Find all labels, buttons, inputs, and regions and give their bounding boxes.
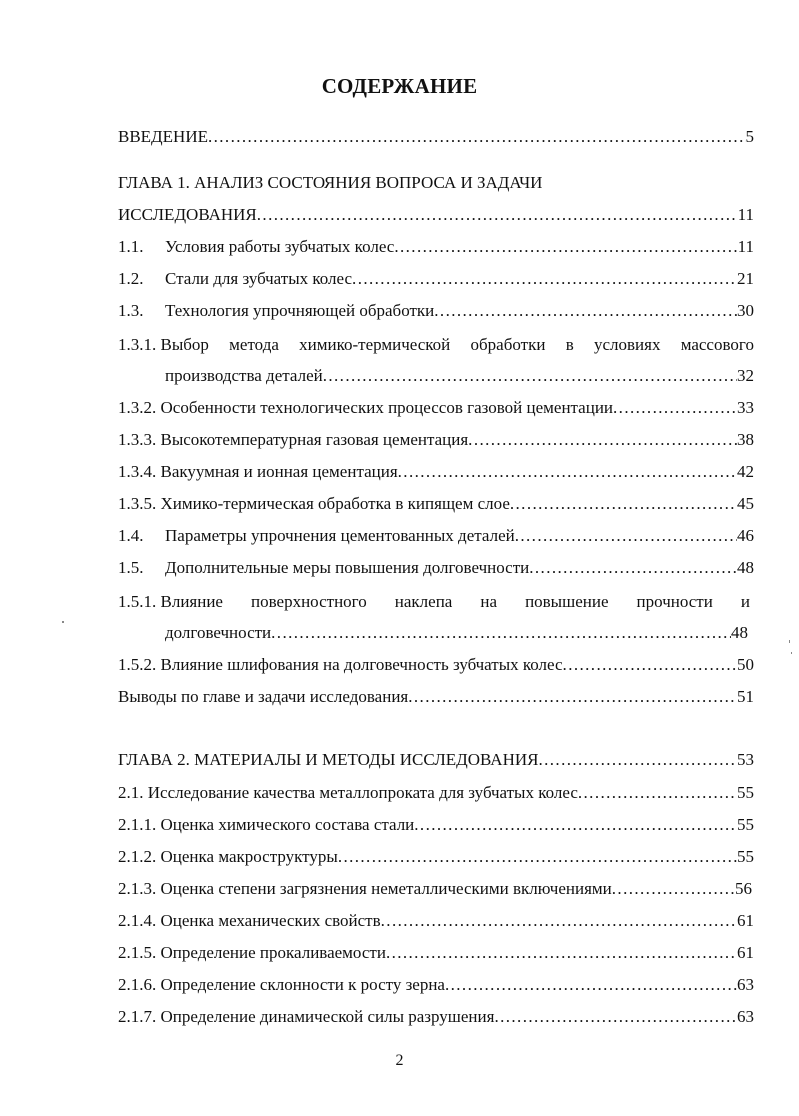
toc-label: Дополнительные меры повышения долговечности — [165, 558, 530, 577]
toc-label: Стали для зубчатых колес — [165, 269, 353, 288]
toc-entry-1-3-4[interactable] — [118, 462, 754, 488]
dot-leader — [208, 127, 746, 147]
toc-entry-1-5-1-line1[interactable] — [118, 592, 750, 618]
toc-label: Оценка механических свойств — [160, 911, 381, 930]
toc-label: Особенности технологических процессов газовой цементации — [160, 398, 614, 417]
toc-page: 56 — [735, 879, 752, 898]
dot-leader — [323, 366, 737, 386]
toc-word: массового — [680, 335, 754, 354]
toc-label: Исследование качества металлопроката для зубчатых колес — [147, 783, 578, 802]
toc-number: 2.1.6. — [118, 975, 157, 994]
toc-label: Влияние шлифования на долговечность зубчатых колес — [160, 655, 563, 674]
toc-entry-2-1-7[interactable] — [118, 1007, 754, 1033]
toc-word: 1.3.1. Выбор — [118, 335, 209, 354]
toc-label: Вакуумная и ионная цементация — [160, 462, 398, 481]
toc-page: 32 — [737, 366, 754, 385]
toc-page: 33 — [737, 398, 754, 417]
toc-entry-2-1-5[interactable] — [118, 943, 754, 969]
toc-entry-2-1-3[interactable] — [118, 879, 752, 905]
toc-label: Определение прокаливаемости — [160, 943, 386, 962]
toc-entry-1-3-3[interactable] — [118, 430, 754, 456]
toc-number: 1.3.4. — [118, 462, 157, 481]
toc-entry-1-3-1-line1[interactable] — [118, 335, 754, 361]
toc-page: 21 — [737, 269, 754, 288]
toc-page: 61 — [737, 943, 754, 962]
dot-leader — [445, 975, 737, 995]
toc-page: 42 — [737, 462, 754, 481]
toc-entry-2-1-6[interactable] — [118, 975, 754, 1001]
toc-label: Параметры упрочнения цементованных деталей — [165, 526, 515, 545]
toc-entry-1-5-1-line2[interactable] — [165, 623, 748, 649]
toc-number: 2.1.4. — [118, 911, 157, 930]
toc-number: 1.1. — [118, 237, 144, 256]
toc-number: 1.3.3. — [118, 430, 157, 449]
toc-page: 38 — [737, 430, 754, 449]
toc-label: Выводы по главе и задачи исследования — [118, 687, 409, 706]
toc-word: на — [480, 592, 498, 611]
toc-label: Химико-термическая обработка в кипящем слое — [160, 494, 510, 513]
toc-number: 2.1.5. — [118, 943, 157, 962]
toc-word: 1.5.1. Влияние — [118, 592, 223, 611]
toc-page: 51 — [737, 687, 754, 706]
toc-entry-1-5-2[interactable] — [118, 655, 754, 681]
toc-entry-1-1[interactable] — [118, 237, 754, 263]
dot-leader — [612, 879, 735, 899]
toc-label: Определение склонности к росту зерна — [160, 975, 445, 994]
toc-page: 46 — [737, 526, 754, 545]
toc-entry-1-2[interactable] — [118, 269, 754, 295]
toc-word: условиях — [593, 335, 661, 354]
toc-chapter-2[interactable] — [118, 750, 754, 776]
dot-leader — [398, 462, 737, 482]
toc-page: 11 — [737, 237, 754, 256]
page-number: 2 — [395, 1052, 404, 1069]
toc-word: в — [565, 335, 574, 354]
toc-number: 1.3.5. — [118, 494, 157, 513]
toc-page: 48 — [737, 558, 754, 577]
dot-leader — [578, 783, 737, 803]
toc-label: долговечности — [165, 623, 272, 642]
dot-leader — [414, 815, 737, 835]
toc-chapter-1-line2[interactable] — [118, 205, 754, 231]
dot-leader — [381, 911, 737, 931]
toc-number: 2.1.1. — [118, 815, 157, 834]
toc-label: ГЛАВА 2. МАТЕРИАЛЫ И МЕТОДЫ ИССЛЕДОВАНИЯ — [118, 750, 539, 769]
toc-page: 45 — [737, 494, 754, 513]
toc-label: ВВЕДЕНИЕ — [118, 127, 208, 146]
dot-leader — [515, 526, 737, 546]
toc-entry-1-4[interactable] — [118, 526, 754, 552]
dot-leader — [271, 623, 731, 643]
toc-page: 63 — [737, 1007, 754, 1026]
toc-number: 1.4. — [118, 526, 144, 545]
dot-leader — [257, 205, 738, 225]
toc-entry-1-5[interactable] — [118, 558, 754, 584]
toc-page: 30 — [737, 301, 754, 320]
toc-entry-conclusions-1[interactable] — [118, 687, 754, 713]
toc-entry-2-1-1[interactable] — [118, 815, 754, 841]
toc-word: метода — [229, 335, 279, 354]
scan-speck — [62, 621, 64, 623]
toc-word: химико-термической — [299, 335, 451, 354]
toc-page: 50 — [737, 655, 754, 674]
toc-entry-1-3-5[interactable] — [118, 494, 754, 520]
toc-word: поверхностного — [251, 592, 367, 611]
dot-leader — [494, 1007, 737, 1027]
toc-label: Технология упрочняющей обработки — [165, 301, 435, 320]
toc-number: 2.1.2. — [118, 847, 157, 866]
toc-label: производства деталей — [165, 366, 323, 385]
toc-number: 1.3.2. — [118, 398, 157, 417]
toc-entry-1-3-1-line2[interactable] — [165, 366, 754, 392]
toc-word: обработки — [470, 335, 546, 354]
dot-leader — [468, 430, 737, 450]
toc-label: Высокотемпературная газовая цементация — [160, 430, 469, 449]
toc-label: ИССЛЕДОВАНИЯ — [118, 205, 257, 224]
toc-page: 61 — [737, 911, 754, 930]
dot-leader — [386, 943, 737, 963]
toc-page: 55 — [737, 847, 754, 866]
toc-number: 2.1. — [118, 783, 144, 802]
toc-label: Оценка макроструктуры — [160, 847, 338, 866]
dot-leader — [529, 558, 737, 578]
dot-leader — [510, 494, 737, 514]
toc-number: 2.1.3. — [118, 879, 157, 898]
toc-word: наклепа — [394, 592, 453, 611]
toc-entry-intro[interactable] — [118, 127, 754, 153]
toc-entry-1-3[interactable] — [118, 301, 754, 327]
dot-leader — [338, 847, 737, 867]
toc-word: прочности — [636, 592, 713, 611]
toc-label: ГЛАВА 1. АНАЛИЗ СОСТОЯНИЯ ВОПРОСА И ЗАДАЧИ — [118, 173, 543, 192]
scan-speck — [791, 652, 792, 654]
toc-entry-2-1-4[interactable] — [118, 911, 754, 937]
dot-leader — [538, 750, 737, 770]
toc-entry-2-1-2[interactable] — [118, 847, 754, 873]
toc-page: 53 — [737, 750, 754, 769]
dot-leader — [394, 237, 737, 257]
toc-page: 11 — [737, 205, 754, 224]
toc-word: повышение — [525, 592, 609, 611]
toc-entry-2-1[interactable] — [118, 783, 754, 809]
toc-page: 55 — [737, 783, 754, 802]
toc-number: 1.2. — [118, 269, 144, 288]
scan-speck — [789, 640, 790, 643]
toc-page: 63 — [737, 975, 754, 994]
toc-label: Условия работы зубчатых колес — [165, 237, 395, 256]
dot-leader — [408, 687, 737, 707]
toc-page: 5 — [745, 127, 754, 146]
dot-leader — [563, 655, 737, 675]
toc-number: 1.5. — [118, 558, 144, 577]
dot-leader — [613, 398, 737, 418]
toc-number: 2.1.7. — [118, 1007, 157, 1026]
toc-number: 1.3. — [118, 301, 144, 320]
toc-page: 55 — [737, 815, 754, 834]
toc-page: 48 — [731, 623, 748, 642]
dot-leader — [434, 301, 737, 321]
dot-leader — [352, 269, 737, 289]
toc-chapter-1-line1[interactable] — [118, 173, 754, 199]
toc-entry-1-3-2[interactable] — [118, 398, 754, 424]
toc-label: Оценка степени загрязнения неметаллическими включениями — [160, 879, 612, 898]
toc-label: Оценка химического состава стали — [160, 815, 415, 834]
toc-label: Определение динамической силы разрушения — [160, 1007, 495, 1026]
page-title: СОДЕРЖАНИЕ — [321, 74, 478, 98]
toc-word: и — [740, 592, 750, 611]
toc-number: 1.5.2. — [118, 655, 157, 674]
